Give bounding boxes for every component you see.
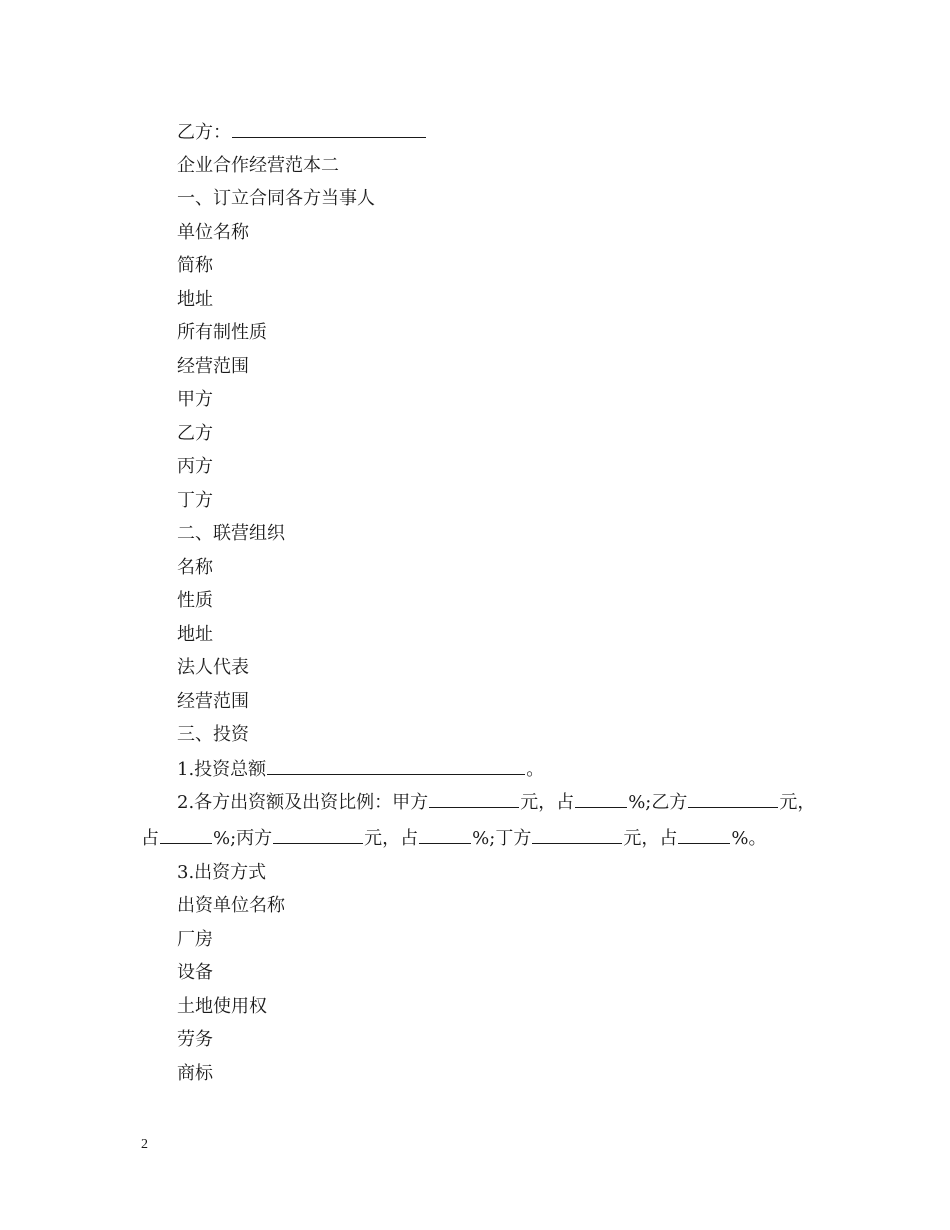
party-c-amount-blank (273, 826, 363, 844)
s2-item-address: 地址 (177, 624, 213, 645)
ratio-pct-d-label: %;丁方 (472, 828, 532, 849)
party-d-amount-blank (532, 826, 622, 844)
s1-item-business-scope: 经营范围 (177, 356, 249, 377)
ratio-pct-b-label: %;乙方 (628, 792, 688, 813)
s2-item-business-scope: 经营范围 (177, 691, 249, 712)
ratio-trailing-comma: ， (797, 792, 816, 813)
page-number: 2 (141, 1137, 148, 1152)
investment-total-blank (267, 757, 525, 775)
method-item-contributor-name: 出资单位名称 (177, 895, 285, 916)
s1-item-party-a: 甲方 (177, 389, 213, 410)
method-item-labor: 劳务 (177, 1029, 213, 1050)
method-item-trademark: 商标 (177, 1063, 213, 1084)
ratio-yuan-d: 元 (623, 828, 642, 849)
investment-total-end: 。 (526, 759, 545, 780)
ratio-pct-end: %。 (731, 828, 767, 849)
contribution-method-heading: 3.出资方式 (177, 862, 267, 883)
s2-item-name: 名称 (177, 557, 213, 578)
s1-item-party-d: 丁方 (177, 490, 213, 511)
s1-item-short-name: 简称 (177, 255, 213, 276)
investment-total-label: 1.投资总额 (177, 759, 267, 780)
investment-total-line (177, 757, 544, 781)
party-b-percent-blank (160, 826, 212, 844)
document-title: 企业合作经营范本二 (177, 155, 339, 176)
s2-item-nature: 性质 (177, 590, 213, 611)
ratio-yuan-c: 元 (364, 828, 383, 849)
s1-item-ownership: 所有制性质 (177, 322, 267, 343)
contribution-ratio-line-2 (141, 826, 766, 850)
method-item-plant: 厂房 (177, 929, 213, 950)
section-3-heading: 三、投资 (177, 724, 249, 745)
ratio-yuan-a: 元 (520, 792, 539, 813)
party-b-label: 乙方： (177, 122, 231, 143)
section-1-heading: 一、订立合同各方当事人 (177, 188, 375, 209)
party-c-percent-blank (419, 826, 471, 844)
party-b-blank (232, 120, 426, 138)
contribution-ratio-line-1 (177, 790, 815, 814)
s1-item-party-b: 乙方 (177, 423, 213, 444)
s1-item-unit-name: 单位名称 (177, 222, 249, 243)
party-a-amount-blank (429, 790, 519, 808)
s1-item-address: 地址 (177, 289, 213, 310)
ratio-yuan-b: 元 (779, 792, 798, 813)
party-b-signature-line (177, 120, 427, 144)
ratio-line2-start: 占 (141, 828, 159, 849)
ratio-occupy-a: ，占 (538, 792, 575, 813)
party-d-percent-blank (678, 826, 730, 844)
ratio-occupy-d: ，占 (641, 828, 678, 849)
method-item-land-use-right: 土地使用权 (177, 996, 267, 1017)
party-a-percent-blank (575, 790, 627, 808)
ratio-pct-c-label: %;丙方 (213, 828, 273, 849)
method-item-equipment: 设备 (177, 962, 213, 983)
section-2-heading: 二、联营组织 (177, 523, 285, 544)
s2-item-legal-rep: 法人代表 (177, 657, 249, 678)
ratio-lead: 2.各方出资额及出资比例：甲方 (177, 792, 429, 813)
ratio-occupy-c: ，占 (382, 828, 419, 849)
s1-item-party-c: 丙方 (177, 456, 213, 477)
party-b-amount-blank (688, 790, 778, 808)
